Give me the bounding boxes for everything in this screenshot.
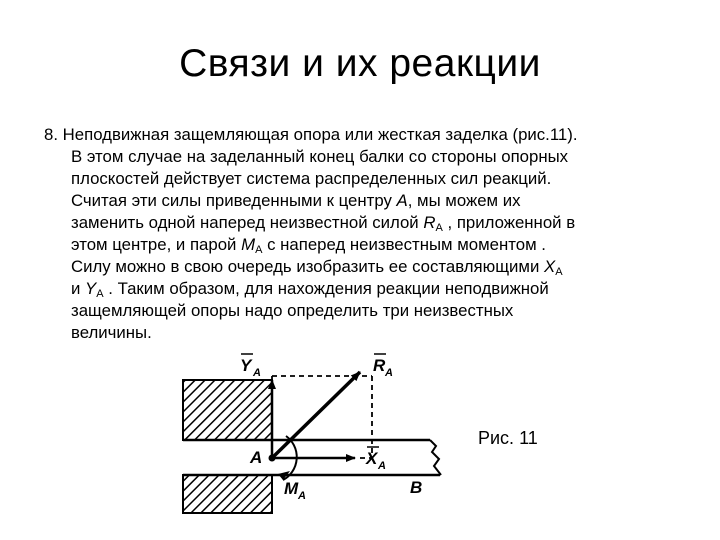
text-run: заменить одной наперед неизвестной силой [71,213,424,232]
label-ra: R [373,356,386,375]
label-ya-sub: A [253,367,261,379]
text-run: с наперед неизвестным моментом . [262,235,546,254]
text-run: Считая эти силы приведенными к центру [71,191,397,210]
text-run: . Таким образом, для нахождения реакции неподвижной [103,279,549,298]
label-a: A [250,448,263,467]
symbol-m: M [241,235,256,254]
figure-caption: Рис. 11 [478,428,538,448]
subscript-a: A [555,266,563,278]
point-a [269,455,276,462]
label-xa-sub: A [378,460,386,472]
text-line: 8. Неподвижная защемляющая опора или жесткая заделка (рис.11). [44,125,578,144]
text-line: плоскостей действует система распределенных сил реакций. [71,169,552,188]
wall-lower [183,475,272,513]
subscript-a: A [96,288,104,300]
symbol-y: Y [85,279,97,298]
label-ya: Y [240,356,252,375]
subscript-a: A [435,222,443,234]
subscript-a: A [255,244,263,256]
slide-title: Связи и их реакции [179,42,541,85]
text-run: и [71,279,86,298]
text-run: , приложенной в [442,213,576,232]
label-xa: X [366,449,378,468]
ra-arrow [272,372,360,458]
text-run: Силу можно в свою очередь изобразить ее составляющими [71,257,544,276]
text-line: В этом случае на заделанный конец балки со стороны опорных [71,147,569,166]
label-ma: M [284,479,299,498]
symbol-a: A [396,191,408,210]
symbol-r: R [423,213,436,232]
text-run: этом центре, и парой [71,235,242,254]
label-ra-sub: A [385,367,393,379]
label-b: B [410,478,423,497]
wall-upper [183,380,272,440]
symbol-x: X [544,257,556,276]
text-run: , мы можем их [407,191,521,210]
text-line: величины. [71,323,152,342]
text-line: защемляющей опоры надо определить три неизвестных [71,301,514,320]
label-ma-sub: A [298,490,306,502]
